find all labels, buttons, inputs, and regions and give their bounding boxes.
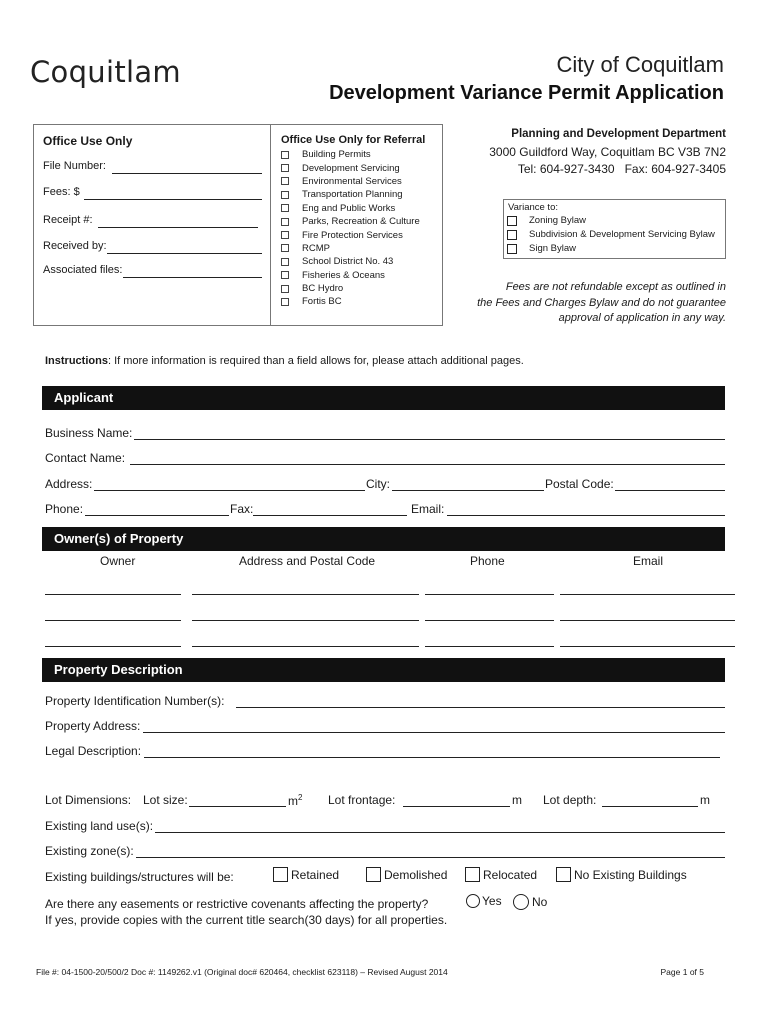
- city-name: City of Coquitlam: [556, 52, 724, 77]
- zone-label: Existing zone(s):: [45, 844, 134, 858]
- radio-icon[interactable]: [466, 894, 480, 908]
- coquitlam-logo: Coquitlam: [30, 55, 181, 89]
- phone-label: Phone:: [45, 502, 84, 516]
- owner-phone-field[interactable]: [425, 646, 554, 647]
- lot-frontage-unit: m: [512, 793, 522, 807]
- owner-email-field[interactable]: [560, 594, 735, 595]
- referral-item[interactable]: Eng and Public Works: [281, 202, 441, 215]
- option-relocated[interactable]: Relocated: [465, 867, 537, 882]
- checkbox-icon[interactable]: [281, 218, 289, 226]
- referral-item[interactable]: Transportation Planning: [281, 188, 441, 201]
- checkbox-icon[interactable]: [281, 298, 289, 306]
- checkbox-icon[interactable]: [465, 867, 480, 882]
- checkbox-icon[interactable]: [556, 867, 571, 882]
- associated-files-field[interactable]: [123, 277, 262, 278]
- referral-item[interactable]: Parks, Recreation & Culture: [281, 215, 441, 228]
- referral-item[interactable]: RCMP: [281, 242, 441, 255]
- referral-item[interactable]: Development Servicing: [281, 161, 441, 174]
- referral-item[interactable]: Fire Protection Services: [281, 228, 441, 241]
- footer-file-reference: File #: 04-1500-20/500/2 Doc #: 1149262.v1 (Original doc# 620464, checklist 623118) – Revised August 2014: [36, 967, 448, 977]
- file-number-field[interactable]: [112, 173, 262, 174]
- easements-question: Are there any easements or restrictive covenants affecting the property?: [45, 897, 429, 911]
- address-label: Address:: [45, 477, 93, 491]
- referral-list: [281, 148, 441, 309]
- fees-label: Fees: $: [43, 186, 80, 198]
- checkbox-icon[interactable]: [281, 244, 289, 252]
- owner-address-field[interactable]: [192, 646, 419, 647]
- land-use-label: Existing land use(s):: [45, 819, 154, 833]
- owner-field[interactable]: [45, 620, 181, 621]
- checkbox-icon[interactable]: [507, 230, 517, 240]
- page-number: Page 1 of 5: [660, 967, 704, 977]
- owner-address-field[interactable]: [192, 594, 419, 595]
- referral-item[interactable]: Fisheries & Oceans: [281, 269, 441, 282]
- associated-files-label: Associated files:: [43, 264, 123, 276]
- received-by-label: Received by:: [43, 240, 107, 252]
- referral-item[interactable]: Environmental Services: [281, 175, 441, 188]
- owner-email-field[interactable]: [560, 620, 735, 621]
- zone-field[interactable]: [136, 857, 725, 858]
- owner-field[interactable]: [45, 646, 181, 647]
- checkbox-icon[interactable]: [366, 867, 381, 882]
- referral-heading: Office Use Only for Referral: [281, 134, 426, 146]
- contact-name-label: Contact Name:: [45, 451, 126, 465]
- lot-frontage-field[interactable]: [403, 806, 510, 807]
- lot-frontage-label: Lot frontage:: [328, 793, 396, 807]
- pid-field[interactable]: [236, 707, 725, 708]
- land-use-field[interactable]: [155, 832, 725, 833]
- city-field[interactable]: [392, 490, 544, 491]
- referral-item[interactable]: BC Hydro: [281, 282, 441, 295]
- lot-dimensions-label: Lot Dimensions:: [45, 793, 132, 807]
- referral-item[interactable]: Fortis BC: [281, 295, 441, 308]
- instructions: Instructions: If more information is required than a field allows for, please attach additional pages.: [45, 355, 524, 367]
- variance-item-subdivision[interactable]: Subdivision & Development Servicing Bylaw: [507, 229, 715, 240]
- owner-column-header: Owner: [100, 554, 136, 568]
- owner-phone-field[interactable]: [425, 594, 554, 595]
- fax-field[interactable]: [253, 515, 407, 516]
- contact-name-field[interactable]: [130, 464, 725, 465]
- checkbox-icon[interactable]: [281, 191, 289, 199]
- property-address-field[interactable]: [143, 732, 725, 733]
- option-retained[interactable]: Retained: [273, 867, 339, 882]
- pid-label: Property Identification Number(s):: [45, 694, 225, 708]
- lot-depth-label: Lot depth:: [543, 793, 597, 807]
- lot-size-field[interactable]: [189, 806, 286, 807]
- checkbox-icon[interactable]: [281, 271, 289, 279]
- department-name: Planning and Development Department: [511, 128, 726, 140]
- email-label: Email:: [411, 502, 445, 516]
- owner-field[interactable]: [45, 594, 181, 595]
- property-address-label: Property Address:: [45, 719, 141, 733]
- referral-item[interactable]: School District No. 43: [281, 255, 441, 268]
- property-section-bar: Property Description: [42, 658, 725, 682]
- legal-description-label: Legal Description:: [45, 744, 142, 758]
- legal-description-field[interactable]: [144, 757, 720, 758]
- variance-heading: Variance to:: [508, 202, 558, 213]
- fees-field[interactable]: [84, 199, 262, 200]
- office-box-divider: [270, 124, 271, 326]
- easements-note: If yes, provide copies with the current title search(30 days) for all properties.: [45, 913, 448, 927]
- file-number-label: File Number:: [43, 160, 106, 172]
- document-title: Development Variance Permit Application: [329, 82, 724, 104]
- checkbox-icon[interactable]: [281, 258, 289, 266]
- department-phone: Tel: 604-927-3430 Fax: 604-927-3405: [517, 162, 726, 176]
- buildings-label: Existing buildings/structures will be:: [45, 870, 234, 884]
- email-column-header: Email: [633, 554, 664, 568]
- lot-depth-field[interactable]: [602, 806, 698, 807]
- checkbox-icon[interactable]: [281, 164, 289, 172]
- owners-section-bar: Owner(s) of Property: [42, 527, 725, 551]
- fax-label: Fax:: [230, 502, 254, 516]
- option-demolished[interactable]: Demolished: [366, 867, 447, 882]
- receipt-label: Receipt #:: [43, 214, 93, 226]
- business-name-field[interactable]: [134, 439, 725, 440]
- owner-email-field[interactable]: [560, 646, 735, 647]
- owner-phone-field[interactable]: [425, 620, 554, 621]
- checkbox-icon[interactable]: [273, 867, 288, 882]
- referral-item[interactable]: Building Permits: [281, 148, 441, 161]
- email-field[interactable]: [447, 515, 725, 516]
- postal-code-field[interactable]: [615, 490, 725, 491]
- receipt-field[interactable]: [98, 227, 258, 228]
- phone-field[interactable]: [85, 515, 229, 516]
- checkbox-icon[interactable]: [507, 216, 517, 226]
- lot-size-unit: $m^2$: [288, 793, 303, 808]
- checkbox-icon[interactable]: [281, 285, 289, 293]
- received-by-field[interactable]: [107, 253, 262, 254]
- business-name-label: Business Name:: [45, 426, 133, 440]
- easements-yes[interactable]: Yes: [466, 894, 502, 908]
- checkbox-icon[interactable]: [507, 244, 517, 254]
- variance-item-sign[interactable]: Sign Bylaw: [507, 243, 576, 254]
- department-address: 3000 Guildford Way, Coquitlam BC V3B 7N2: [489, 145, 726, 159]
- option-no-existing-buildings[interactable]: No Existing Buildings: [556, 867, 687, 882]
- city-label: City:: [366, 477, 390, 491]
- radio-icon[interactable]: [513, 894, 529, 910]
- checkbox-icon[interactable]: [281, 231, 289, 239]
- lot-size-label: Lot size:: [143, 793, 188, 807]
- fees-note: Fees are not refundable except as outlined in the Fees and Charges Bylaw and do not guarantee approval of application in any way.: [477, 281, 726, 324]
- checkbox-icon[interactable]: [281, 204, 289, 212]
- office-use-heading: Office Use Only: [43, 134, 133, 148]
- lot-depth-unit: m: [700, 793, 710, 807]
- postal-code-label: Postal Code:: [545, 477, 614, 491]
- phone-column-header: Phone: [470, 554, 505, 568]
- address-field[interactable]: [94, 490, 365, 491]
- applicant-section-bar: Applicant: [42, 386, 725, 410]
- checkbox-icon[interactable]: [281, 177, 289, 185]
- variance-item-zoning[interactable]: Zoning Bylaw: [507, 215, 586, 226]
- easements-no[interactable]: No: [513, 894, 547, 910]
- owner-address-field[interactable]: [192, 620, 419, 621]
- checkbox-icon[interactable]: [281, 151, 289, 159]
- address-column-header: Address and Postal Code: [239, 554, 376, 568]
